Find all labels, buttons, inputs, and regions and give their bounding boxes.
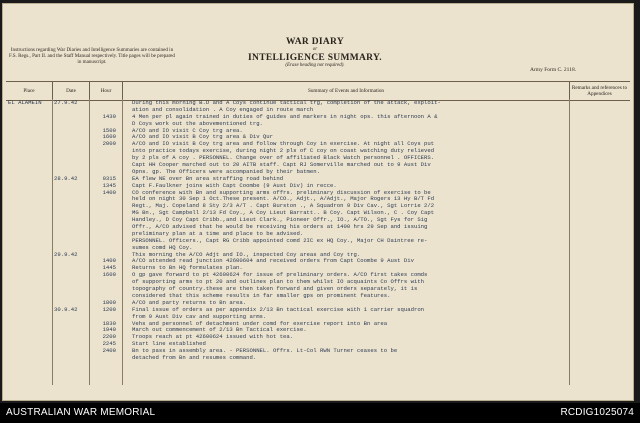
row-hour: 1345 (102, 181, 116, 189)
row-summary: of supporting arms to pt 20 and outlines plan to them whilst IO acquaints Co Offrs with (132, 279, 425, 286)
row-summary: Returns to Bn HQ formulates plan. (132, 265, 243, 272)
diary-row (6, 107, 630, 114)
row-summary: Troops reach at pt 42600624 issued with hot tea. (132, 334, 294, 341)
diary-row (6, 176, 630, 183)
diary-row (6, 321, 630, 328)
column-header-row (6, 81, 630, 101)
row-summary: CO conference with Bn and supporting arms offrs. preliminary discussion of exercise to be (132, 189, 431, 196)
row-hour: 1500 (102, 126, 116, 134)
diary-row (6, 231, 630, 238)
diary-row (6, 272, 630, 279)
row-summary: Regt., Maj. Copeland 8 Sty 2/3 A/T . Capt Burston ., A Squadron 9 Div Cav., Sgt Lorrie 2/2 (132, 203, 435, 210)
row-summary: Vehs and personnel of detachment under comd for exercise report into Bn area (132, 320, 388, 327)
row-summary: Opns. gp. The Officers were accompanied by their batmen. (132, 168, 320, 175)
row-summary: Start line established (132, 341, 206, 348)
diary-title-block (240, 37, 390, 69)
record-id: RCDIG1025074 (560, 407, 634, 418)
row-summary: Handley., D Coy Capt Cribb.,and Lieut Clark., Pioneer Offr., IO., A/TO., Sgt Fys for Sig (132, 217, 428, 224)
row-place: EL ALAMEIN (8, 100, 42, 106)
col-summary: Summary of Events and Information (123, 82, 570, 100)
col-date: Date (53, 82, 90, 100)
row-hour: 1430 (102, 112, 116, 120)
diary-row (6, 114, 630, 121)
row-hour: 1600 (102, 133, 116, 141)
row-summary: Final issue of orders as per appendix 2/13 Bn tactical exercise with 1 carrier squadron (132, 306, 425, 313)
row-summary: detached from Bn and resumes command. (132, 354, 257, 361)
row-summary: sumes comd HQ Coy. (132, 244, 193, 251)
row-summary: A/CO and IO visit B Coy trg area & Div Qur (132, 134, 273, 141)
row-date: 28.9.42 (54, 175, 78, 182)
row-hour: 1400 (102, 257, 116, 265)
title-war-diary: WAR DIARY (285, 37, 345, 47)
col-hour: Hour (90, 82, 123, 100)
diary-row (6, 224, 630, 231)
title-or: or (312, 47, 318, 52)
diary-row (6, 169, 630, 176)
row-summary: March out commencement of 2/13 Bn Tactical exercise. (132, 327, 307, 334)
row-summary: A/CO attended read junction 42600604 and received orders from Capt Coombe 9 Aust Div (132, 258, 414, 265)
diary-row (6, 183, 630, 190)
row-summary: preliminary plan at a time and place to be advised. (132, 230, 304, 237)
col-place: Place (6, 82, 53, 100)
row-hour: 2000 (102, 140, 116, 148)
diary-row (6, 265, 630, 272)
row-summary: Capt HH Cooper marched out to 20 AITB staff. Capt RJ Somerville marched out to 9 Aust Div (132, 162, 431, 169)
row-date: 29.9.42 (54, 251, 78, 258)
diary-row (6, 279, 630, 286)
diary-row (6, 293, 630, 300)
row-summary: A/CO and party returns to Bn area. (132, 299, 247, 306)
diary-row (6, 286, 630, 293)
diary-row (6, 355, 630, 362)
diary-row (6, 334, 630, 341)
diary-row (6, 100, 630, 107)
diary-row (6, 148, 630, 155)
row-summary: by 2 pls of A coy . PERSONNEL. Change over of affiliated Black Watch personnel . OFFICERS. (132, 155, 435, 162)
row-summary: held on night 30 Sep 1 Oct.These present. A/CO., Adjt., A/Adjt., Major Rogers 13 Hy B/T Fd (132, 196, 435, 203)
row-summary: D Coys work out the abovementioned trg. (132, 120, 263, 127)
diary-row (6, 141, 630, 148)
title-intelligence-summary: INTELLIGENCE SUMMARY. (248, 53, 382, 63)
row-summary: Offr., A/CO advised that he would be receiving his orders at 1400 hrs 29 Sep and issuing (132, 224, 428, 231)
row-summary: from 9 Aust Div cav and supporting arms. (132, 313, 267, 320)
diary-row (6, 307, 630, 314)
diary-row (6, 217, 630, 224)
row-summary: During this morning B.D and A Coys continue tactical trg, completion of the attack, exploit- (132, 100, 441, 106)
diary-row (6, 128, 630, 135)
col-remarks: Remarks and references to Appendices (571, 85, 628, 97)
row-hour: 1830 (102, 319, 116, 327)
instructions-text: Instructions regarding War Diaries and Intelligence Summaries are contained in F.S. Regs., Part II. and the Staff Manual respectively. Title pages will be prepared in manuscript. (9, 47, 175, 65)
diary-row (6, 190, 630, 197)
row-summary: A/CO and IO visit B Coy trg area and follow through Coy in exercise. At night all Coys put (132, 141, 435, 148)
row-summary: considered that this scheme results in far smaller gps on prominent features. (132, 292, 391, 299)
row-hour: 1600 (102, 271, 116, 279)
row-summary: PERSONNEL. Officers., Capt RG Cribb appointed comd 2IC ex HQ Coy., Major CH Daintree re- (132, 237, 428, 244)
diary-row (6, 155, 630, 162)
war-diary-sheet (2, 3, 634, 401)
diary-entries (6, 100, 630, 362)
row-summary: EA flew NE over Bn area straffing road behind (132, 175, 284, 182)
row-summary: 4 Men per pl again trained in duties of guides and markers in night ops. this afternoon A & (132, 113, 438, 120)
diary-row (6, 196, 630, 203)
row-date: 27.9.42 (54, 100, 78, 106)
diary-row (6, 210, 630, 217)
row-hour: 1200 (102, 305, 116, 313)
diary-row (6, 341, 630, 348)
diary-row (6, 238, 630, 245)
archive-footer (0, 403, 640, 423)
row-summary: O gp gave forward to pt 42600624 for issue of preliminary orders. A/CO first takes comds (132, 272, 428, 279)
row-summary: into practice todays exercise, during night 2 pls of C coy on coast watching duty relieved (132, 148, 435, 155)
diary-row (6, 245, 630, 252)
row-hour: 1940 (102, 326, 116, 334)
diary-row (6, 134, 630, 141)
row-hour: 2200 (102, 333, 116, 341)
diary-row (6, 327, 630, 334)
row-hour: 1800 (102, 298, 116, 306)
row-summary: Capt F.Faulkner joins with Capt Coombe (9 Aust Div) in recce. (132, 182, 337, 189)
row-hour: 2400 (102, 347, 116, 355)
row-summary: This morning the A/CO Adjt and IO., inspected Coy areas and Coy trg. (132, 251, 361, 258)
row-summary: ation and consolidation . A Coy engaged in route march (132, 106, 314, 113)
row-summary: MG Bn., Sgt Campbell 2/13 Fd Coy., A Coy Lieut Barratt.. B Coy. Capt Wilson., C . Coy Capt (132, 210, 435, 217)
archive-name: AUSTRALIAN WAR MEMORIAL (6, 407, 156, 418)
title-note: (Erase heading not required). (285, 63, 345, 68)
row-summary: A/CO and IO visit C Coy trg area. (132, 127, 243, 134)
diary-row (6, 252, 630, 259)
diary-row (6, 162, 630, 169)
diary-row (6, 300, 630, 307)
diary-row (6, 121, 630, 128)
row-hour: 2245 (102, 340, 116, 348)
diary-row (6, 348, 630, 355)
diary-row (6, 314, 630, 321)
row-summary: topography of country.these are then taken forward and given orders separately, it is (132, 286, 418, 293)
diary-row (6, 203, 630, 210)
row-hour: 1445 (102, 264, 116, 272)
row-hour: 1400 (102, 188, 116, 196)
row-summary: Bn to pass in assembly area. - PERSONNEL. Offrs. Lt-Col RWN Turner ceases to be (132, 348, 398, 355)
row-hour: 0315 (102, 174, 116, 182)
army-form-number: Army Form C. 2118. (530, 67, 577, 73)
row-date: 30.9.42 (54, 306, 78, 313)
diary-row (6, 258, 630, 265)
